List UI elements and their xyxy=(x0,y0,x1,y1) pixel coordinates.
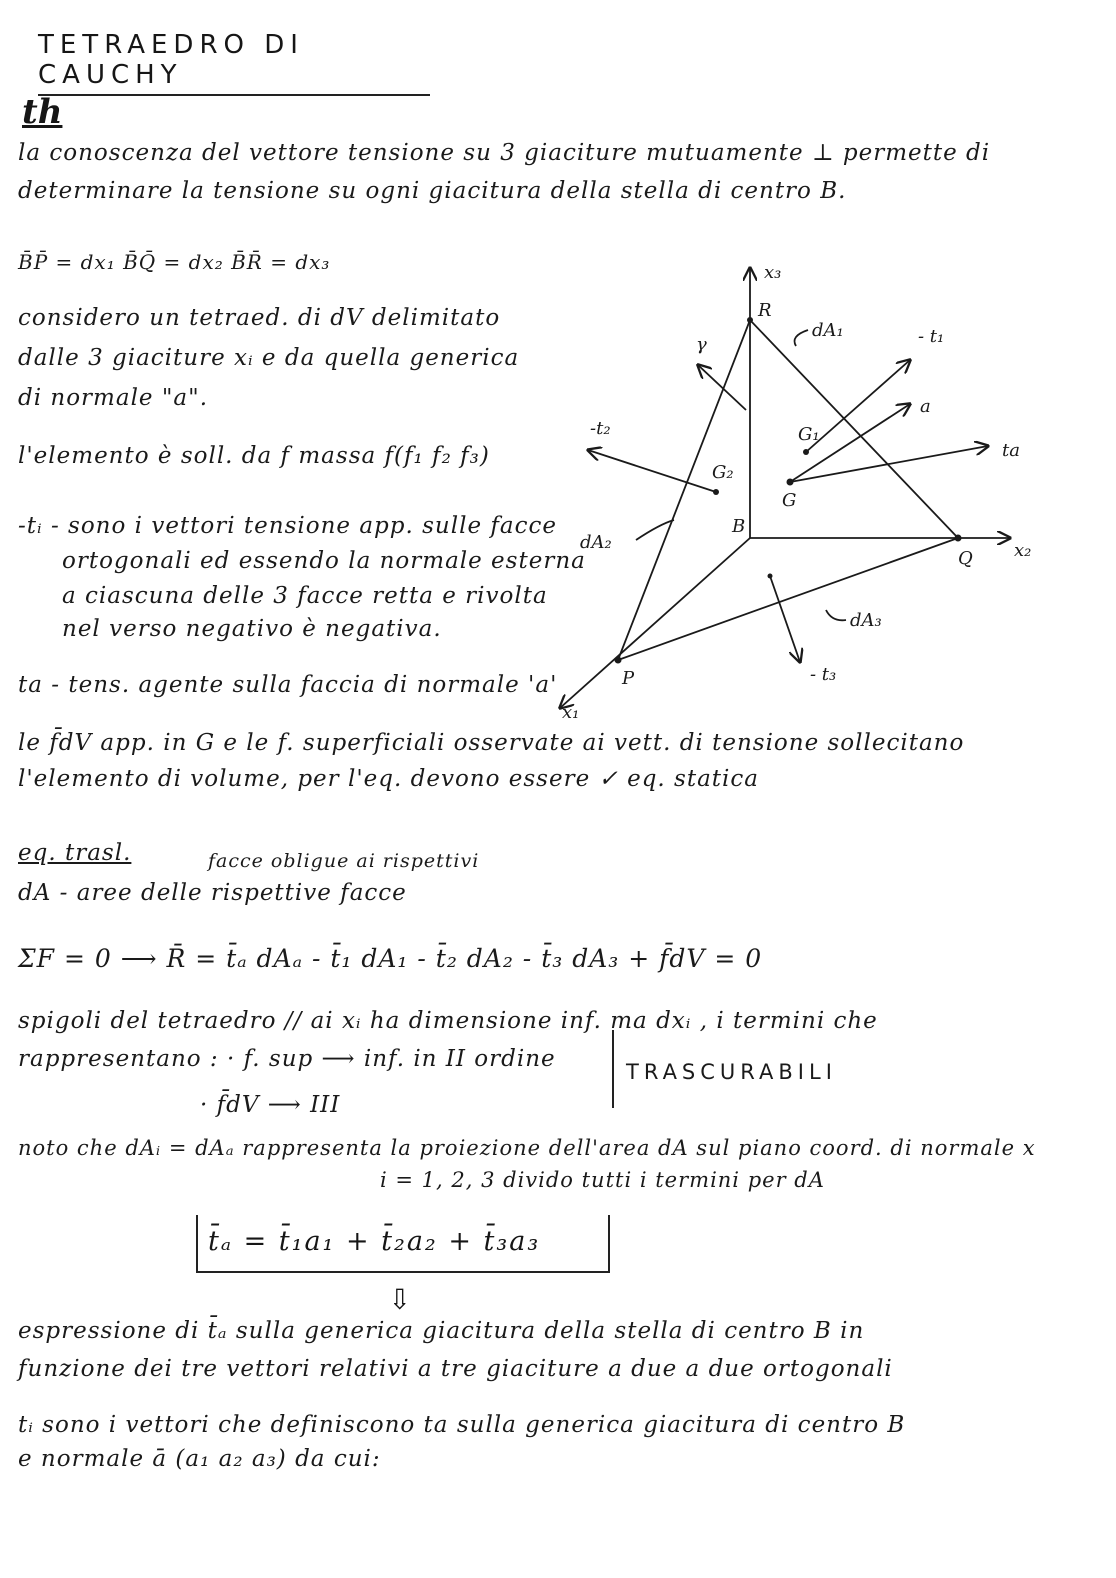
vector-ta xyxy=(790,446,988,482)
text-line: dalle 3 giaciture xᵢ e da quella generica xyxy=(18,345,520,371)
label-minus-t1: - t₁ xyxy=(918,326,945,347)
vector-minus-t3 xyxy=(770,576,800,662)
text-line: determinare la tensione su ogni giacitura della stella di centro B. xyxy=(18,178,847,204)
text-note: facce obligue ai rispettivi xyxy=(208,850,480,872)
edge-RP xyxy=(618,320,750,660)
label-x2: x₂ xyxy=(1014,540,1032,561)
point-G3 xyxy=(768,574,773,579)
label-minus-t3: - t₃ xyxy=(810,664,837,685)
text-line: · f̄dV ⟶ III xyxy=(200,1092,341,1118)
label-R: R xyxy=(758,300,772,321)
text-line: l'elemento è soll. da f massa f(f₁ f₂ f₃) xyxy=(18,443,490,469)
point-Q xyxy=(955,535,962,542)
text-line: dA - aree delle rispettive facce xyxy=(18,880,407,906)
vector-definitions: B̄P̄ = dx₁ B̄Q̄ = dx₂ B̄R̄ = dx₃ xyxy=(18,250,331,274)
label-x3: x₃ xyxy=(764,262,782,283)
label-a: a xyxy=(920,396,931,417)
text-line: -tᵢ - sono i vettori tensione app. sulle facce xyxy=(18,513,557,539)
text-line: di normale "a". xyxy=(18,385,209,411)
vector-gamma xyxy=(698,365,746,410)
text-line: i = 1, 2, 3 divido tutti i termini per dA xyxy=(380,1168,825,1192)
section-heading: eq. trasl. xyxy=(18,840,132,866)
text-line: a ciascuna delle 3 facce retta e rivolta xyxy=(62,583,548,609)
text-line: funzione dei tre vettori relativi a tre giaciture a due a due ortogonali xyxy=(18,1356,893,1382)
label-gamma: γ xyxy=(696,334,707,355)
label-G2: G₂ xyxy=(712,462,734,483)
text-line: spigoli del tetraedro // ai xᵢ ha dimensione inf. ma dxᵢ , i termini che xyxy=(18,1008,878,1034)
text-line: tᵢ sono i vettori che definiscono ta sulla generica giacitura di centro B xyxy=(18,1412,906,1438)
text-line: l'elemento di volume, per l'eq. devono essere ✓ eq. statica xyxy=(18,766,759,792)
point-R xyxy=(747,317,753,323)
text-line: espressione di t̄ₐ sulla generica giacitura della stella di centro B in xyxy=(18,1318,865,1344)
point-G xyxy=(787,479,794,486)
text-line: rappresentano : · f. sup ⟶ inf. in II ordine xyxy=(18,1046,556,1072)
label-minus-t2: -t₂ xyxy=(590,418,611,439)
text-line: e normale ā (a₁ a₂ a₃) da cui: xyxy=(18,1446,381,1472)
text-line: ta - tens. agente sulla faccia di normale 'a' xyxy=(18,672,558,698)
text-line: ortogonali ed essendo la normale esterna xyxy=(62,548,586,574)
text-line: considero un tetraed. di dV delimitato xyxy=(18,305,501,331)
label-dA2: dA₂ xyxy=(580,532,612,553)
leader-dA3 xyxy=(826,610,846,620)
equilibrium-equation: ΣF = 0 ⟶ R̄ = t̄ₐ dAₐ - t̄₁ dA₁ - t̄₂ dA₂ - t̄₃ dA₃ + f̄dV = 0 xyxy=(18,944,763,973)
text-line: le f̄dV app. in G e le f. superficiali osservate ai vett. di tensione sollecitano xyxy=(18,730,965,756)
label-x1: x₁ xyxy=(562,702,580,723)
label-ta: ta xyxy=(1002,440,1020,461)
point-G2 xyxy=(713,489,719,495)
text-line: noto che dAᵢ = dAₐ rappresenta la proiezione dell'area dA sul piano coord. di normale x xyxy=(18,1136,1036,1160)
label-P: P xyxy=(622,668,635,689)
point-G1 xyxy=(803,449,809,455)
label-dA3: dA₃ xyxy=(850,610,882,631)
label-dA1: dA₁ xyxy=(812,320,844,341)
theorem-label: th xyxy=(22,92,63,132)
label-B: B xyxy=(732,516,746,537)
down-arrow-icon: ⇩ xyxy=(388,1283,412,1316)
text-line: la conoscenza del vettore tensione su 3 giaciture mutuamente ⊥ permette di xyxy=(18,140,991,166)
boxed-formula: t̄ₐ = t̄₁a₁ + t̄₂a₂ + t̄₃a₃ xyxy=(208,1226,541,1257)
edge-PQ xyxy=(618,538,958,660)
label-Q: Q xyxy=(958,548,973,569)
point-P xyxy=(615,657,622,664)
neglect-label: TRASCURABILI xyxy=(626,1060,837,1084)
label-G1: G₁ xyxy=(798,424,820,445)
page-title: TETRAEDRO DI CAUCHY xyxy=(38,30,430,96)
leader-dA1 xyxy=(795,330,809,346)
label-G: G xyxy=(782,490,797,511)
text-line: nel verso negativo è negativa. xyxy=(62,616,442,642)
